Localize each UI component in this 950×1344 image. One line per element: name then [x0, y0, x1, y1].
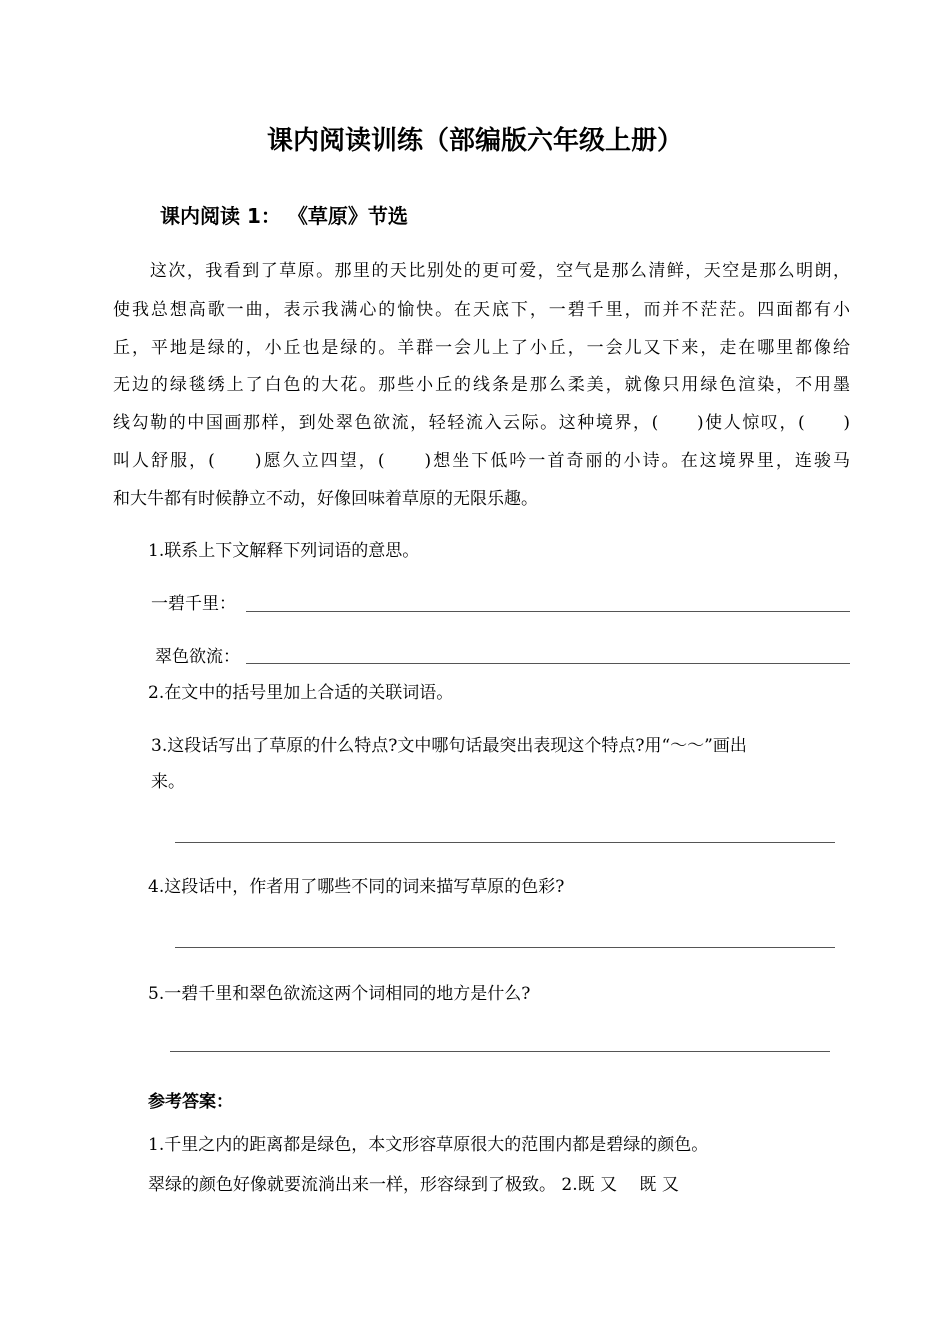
passage-line: 使我总想高歌一曲，表示我满心的愉快。在天底下，一碧千里，而并不茫茫。四面都有小 [113, 300, 850, 320]
passage-line: 叫人舒服，( )愿久立四望，( )想坐下低吟一首奇丽的小诗。在这境界里，连骏马 [113, 451, 850, 471]
question-3-line-1: 3.这段话写出了草原的什么特点?文中哪句话最突出表现这个特点?用“～～”画出 [151, 736, 747, 756]
answer-line[interactable] [246, 663, 850, 664]
question-3-line-2: 来。 [151, 772, 185, 792]
passage-line: 丘，平地是绿的，小丘也是绿的。羊群一会儿上了小丘，一会儿又下来，走在哪里都像给 [113, 338, 850, 358]
passage-line: 无边的绿毯绣上了白色的大花。那些小丘的线条是那么柔美，就像只用绿色渲染，不用墨 [113, 375, 850, 395]
answer-line[interactable] [170, 1051, 830, 1052]
question-1: 1.联系上下文解释下列词语的意思。 [148, 541, 420, 561]
passage-line: 和大牛都有时候静立不动，好像回味着草原的无限乐趣。 [113, 489, 538, 509]
question-5: 5.一碧千里和翠色欲流这两个词相同的地方是什么? [148, 984, 531, 1004]
answer-line-1: 1.千里之内的距离都是绿色，本文形容草原很大的范围内都是碧绿的颜色。 [148, 1135, 709, 1155]
question-1-term-2-label: 翠色欲流： [155, 647, 240, 667]
passage-line: 线勾勒的中国画那样，到处翠色欲流，轻轻流入云际。这种境界，( )使人惊叹，( ) [113, 413, 850, 433]
answer-line[interactable] [175, 947, 835, 948]
question-1-term-1-label: 一碧千里： [151, 594, 236, 614]
page-title: 课内阅读训练（部编版六年级上册） [266, 126, 683, 156]
answer-line[interactable] [175, 842, 835, 843]
answer-key-heading: 参考答案： [148, 1092, 233, 1112]
answer-line-2: 翠绿的颜色好像就要流淌出来一样，形容绿到了极致。 2.既 又 既 又 [148, 1175, 679, 1195]
question-2: 2.在文中的括号里加上合适的关联词语。 [148, 683, 454, 703]
section-subtitle: 课内阅读 1： 《草原》节选 [160, 204, 408, 228]
passage-line: 这次，我看到了草原。那里的天比别处的更可爱，空气是那么清鲜，天空是那么明朗， [113, 261, 850, 281]
question-4: 4.这段话中，作者用了哪些不同的词来描写草原的色彩? [148, 877, 565, 897]
answer-line[interactable] [246, 611, 850, 612]
